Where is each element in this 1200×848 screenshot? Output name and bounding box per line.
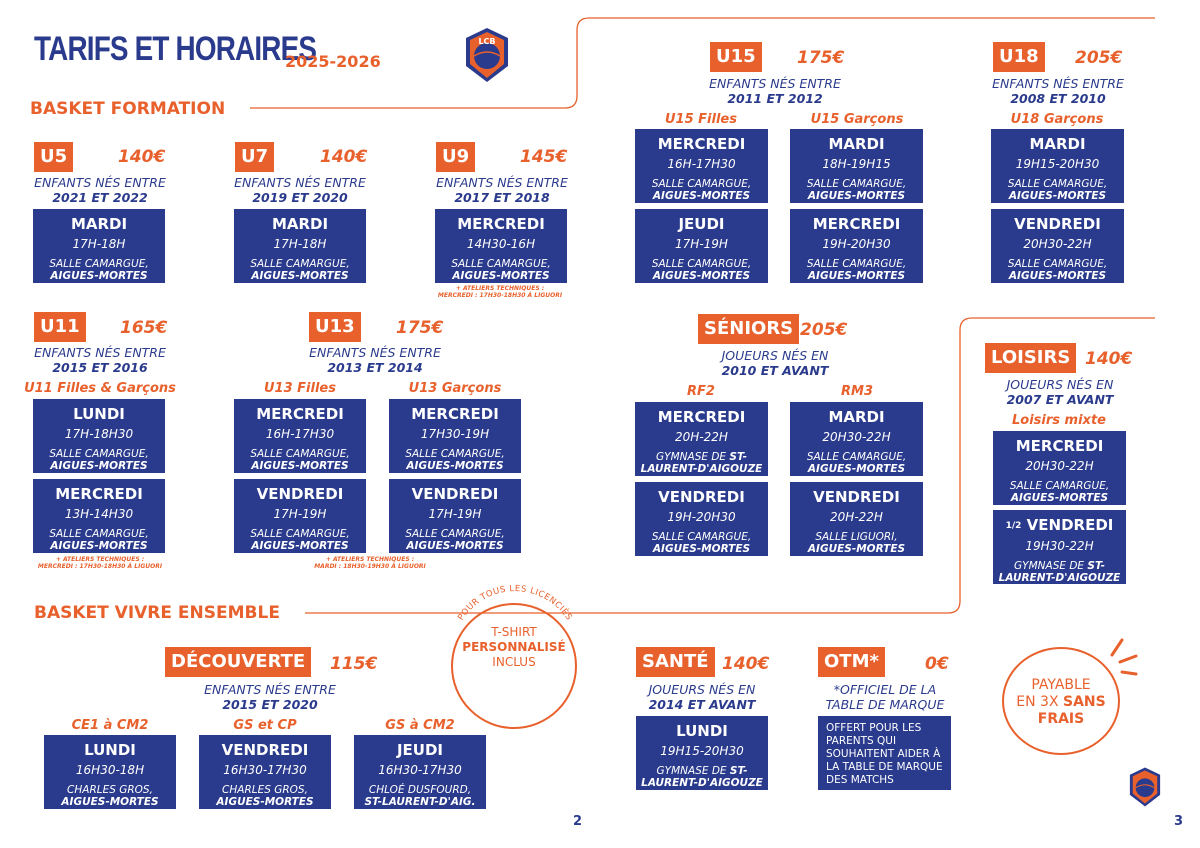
page-title: TARIFS ET HORAIRES: [34, 30, 317, 68]
born-u15: ENFANTS NÉS ENTRE 2011 ET 2012: [709, 76, 841, 106]
tag-decouverte: DÉCOUVERTE: [165, 647, 311, 677]
tshirt-text: T-SHIRT PERSONNALISÉ INCLUS: [462, 625, 566, 669]
tag-u9: U9: [436, 142, 475, 172]
born-sante: JOUEURS NÉS EN 2014 ET AVANT: [648, 682, 756, 712]
sub-rm3: RM3: [841, 384, 873, 399]
svg-text:POUR TOUS LES LICENCIÉS: POUR TOUS LES LICENCIÉS: [456, 583, 574, 623]
price-u7: 140€: [320, 147, 368, 167]
sub-loisirs: Loisirs mixte: [1012, 413, 1106, 428]
sub-decouverte-2: GS et CP: [233, 718, 297, 733]
tag-u13: U13: [309, 312, 361, 342]
born-u13: ENFANTS NÉS ENTRE 2013 ET 2014: [309, 345, 441, 375]
otm-definition: *OFFICIEL DE LA TABLE DE MARQUE: [825, 682, 945, 712]
schedule-card-u9: MERCREDI 14H30-16H SALLE CAMARGUE, AIGUES-MORTES: [435, 209, 567, 283]
schedule-card-u7: MARDI 17H-18H SALLE CAMARGUE, AIGUES-MORTES: [234, 209, 366, 283]
tag-u15: U15: [710, 42, 762, 72]
tag-u11: U11: [34, 312, 86, 342]
tag-u7: U7: [235, 142, 274, 172]
price-decouverte: 115€: [330, 654, 378, 674]
born-loisirs: JOUEURS NÉS EN 2007 ET AVANT: [1006, 377, 1114, 407]
payable-line1: PAYABLE: [1031, 677, 1091, 693]
note-u11: + ATELIERS TECHNIQUES : MERCREDI : 17H30-18H30 À LIGUORI: [37, 556, 163, 570]
schedule-card-u15-g2: MERCREDI 19H-20H30 SALLE CAMARGUE, AIGUES-MORTES: [790, 209, 923, 283]
schedule-card-u13-f2: VENDREDI 17H-19H SALLE CAMARGUE, AIGUES-MORTES: [234, 479, 366, 553]
born-u7: ENFANTS NÉS ENTRE 2019 ET 2020: [234, 175, 366, 205]
club-logo-small: [1127, 766, 1163, 808]
sub-u15-filles: U15 Filles: [665, 112, 737, 127]
sub-u18: U18 Garçons: [1010, 112, 1104, 127]
schedule-card-u18-mardi: MARDI 19H15-20H30 SALLE CAMARGUE, AIGUES-MORTES: [991, 129, 1124, 203]
sub-rf2: RF2: [687, 384, 715, 399]
born-u18: ENFANTS NÉS ENTRE 2008 ET 2010: [992, 76, 1124, 106]
price-loisirs: 140€: [1085, 349, 1133, 369]
section-basket-formation: BASKET FORMATION: [30, 99, 226, 119]
sub-decouverte-3: GS à CM2: [385, 718, 455, 733]
sub-u13-garcons: U13 Garçons: [408, 381, 502, 396]
schedule-card-rm3-vendredi: VENDREDI 20H-22H SALLE LIGUORI, AIGUES-MORTES: [790, 482, 923, 556]
tag-seniors: SÉNIORS: [698, 314, 799, 344]
born-u9: ENFANTS NÉS ENTRE 2017 ET 2018: [436, 175, 568, 205]
born-seniors: JOUEURS NÉS EN 2010 ET AVANT: [721, 348, 829, 378]
schedule-card-u13-f1: MERCREDI 16H-17H30 SALLE CAMARGUE, AIGUES-MORTES: [234, 399, 366, 473]
price-sante: 140€: [722, 654, 770, 674]
schedule-card-rf2-vendredi: VENDREDI 19H-20H30 SALLE CAMARGUE, AIGUES-MORTES: [635, 482, 768, 556]
schedule-card-decouverte-vendredi: VENDREDI 16H30-17H30 CHARLES GROS, AIGUES-MORTES: [199, 735, 331, 809]
schedule-card-u15-f1: MERCREDI 16H-17H30 SALLE CAMARGUE, AIGUES-MORTES: [635, 129, 768, 203]
price-seniors: 205€: [800, 320, 848, 340]
schedule-card-u5: MARDI 17H-18H SALLE CAMARGUE, AIGUES-MORTES: [33, 209, 165, 283]
tag-u5: U5: [34, 142, 73, 172]
section-basket-vivre-ensemble: BASKET VIVRE ENSEMBLE: [34, 603, 280, 623]
price-u5: 140€: [118, 147, 166, 167]
schedule-card-u11-lundi: LUNDI 17H-18H30 SALLE CAMARGUE, AIGUES-MORTES: [33, 399, 165, 473]
note-u9: + ATELIERS TECHNIQUES : MERCREDI : 17H30-18H30 À LIGUORI: [437, 285, 563, 299]
sub-u15-garcons: U15 Garçons: [810, 112, 904, 127]
price-u13: 175€: [396, 318, 444, 338]
club-logo: [462, 26, 512, 84]
price-u15: 175€: [797, 48, 845, 68]
otm-description: OFFERT POUR LES PARENTS QUI SOUHAITENT AIDER À LA TABLE DE MARQUE DES MATCHS: [818, 716, 951, 790]
season-label: 2025-2026: [285, 52, 381, 71]
tag-otm: OTM*: [818, 647, 885, 677]
schedule-card-sante-lundi: LUNDI 19H15-20H30 GYMNASE DE ST- LAURENT-D'AIGOUZE: [636, 716, 768, 790]
schedule-card-rf2-mercredi: MERCREDI 20H-22H GYMNASE DE ST- LAURENT-D'AIGOUZE: [635, 402, 768, 476]
schedule-card-loisirs-vendredi: 1/2 VENDREDI 19H30-22H GYMNASE DE ST- LAURENT-D'AIGOUZE: [993, 510, 1126, 584]
tag-sante: SANTÉ: [636, 647, 715, 677]
schedule-card-u15-f2: JEUDI 17H-19H SALLE CAMARGUE, AIGUES-MORTES: [635, 209, 768, 283]
price-u18: 205€: [1075, 48, 1123, 68]
schedule-card-decouverte-lundi: LUNDI 16H30-18H CHARLES GROS, AIGUES-MORTES: [44, 735, 176, 809]
born-u11: ENFANTS NÉS ENTRE 2015 ET 2016: [34, 345, 166, 375]
tag-loisirs: LOISIRS: [985, 343, 1076, 373]
schedule-card-u13-g1: MERCREDI 17H30-19H SALLE CAMARGUE, AIGUES-MORTES: [389, 399, 521, 473]
price-u11: 165€: [120, 318, 168, 338]
born-u5: ENFANTS NÉS ENTRE 2021 ET 2022: [34, 175, 166, 205]
born-decouverte: ENFANTS NÉS ENTRE 2015 ET 2020: [204, 682, 336, 712]
svg-text:LCB: LCB: [478, 37, 496, 46]
schedule-card-decouverte-jeudi: JEUDI 16H30-17H30 CHLOÉ DUSFOURD, ST-LAURENT-D'AIG.: [354, 735, 486, 809]
payable-circle: PAYABLE EN 3X SANS FRAIS: [1002, 647, 1120, 755]
sub-u13-filles: U13 Filles: [264, 381, 336, 396]
schedule-card-u15-g1: MARDI 18H-19H15 SALLE CAMARGUE, AIGUES-MORTES: [790, 129, 923, 203]
page-number-right: 3: [1174, 814, 1184, 829]
note-u13: + ATELIERS TECHNIQUES : MARDI : 18H30-19H30 À LIGUORI: [314, 556, 426, 570]
schedule-card-rm3-mardi: MARDI 20H30-22H SALLE CAMARGUE, AIGUES-MORTES: [790, 402, 923, 476]
price-u9: 145€: [520, 147, 568, 167]
sub-u11: U11 Filles & Garçons: [24, 381, 176, 396]
schedule-card-loisirs-mercredi: MERCREDI 20H30-22H SALLE CAMARGUE, AIGUES-MORTES: [993, 431, 1126, 505]
price-otm: 0€: [925, 654, 949, 674]
schedule-card-u18-vendredi: VENDREDI 20H30-22H SALLE CAMARGUE, AIGUES-MORTES: [991, 209, 1124, 283]
sub-decouverte-1: CE1 à CM2: [71, 718, 149, 733]
schedule-card-u13-g2: VENDREDI 17H-19H SALLE CAMARGUE, AIGUES-MORTES: [389, 479, 521, 553]
schedule-card-u11-mercredi: MERCREDI 13H-14H30 SALLE CAMARGUE, AIGUES-MORTES: [33, 479, 165, 553]
page-number-left: 2: [573, 814, 583, 829]
tag-u18: U18: [993, 42, 1045, 72]
